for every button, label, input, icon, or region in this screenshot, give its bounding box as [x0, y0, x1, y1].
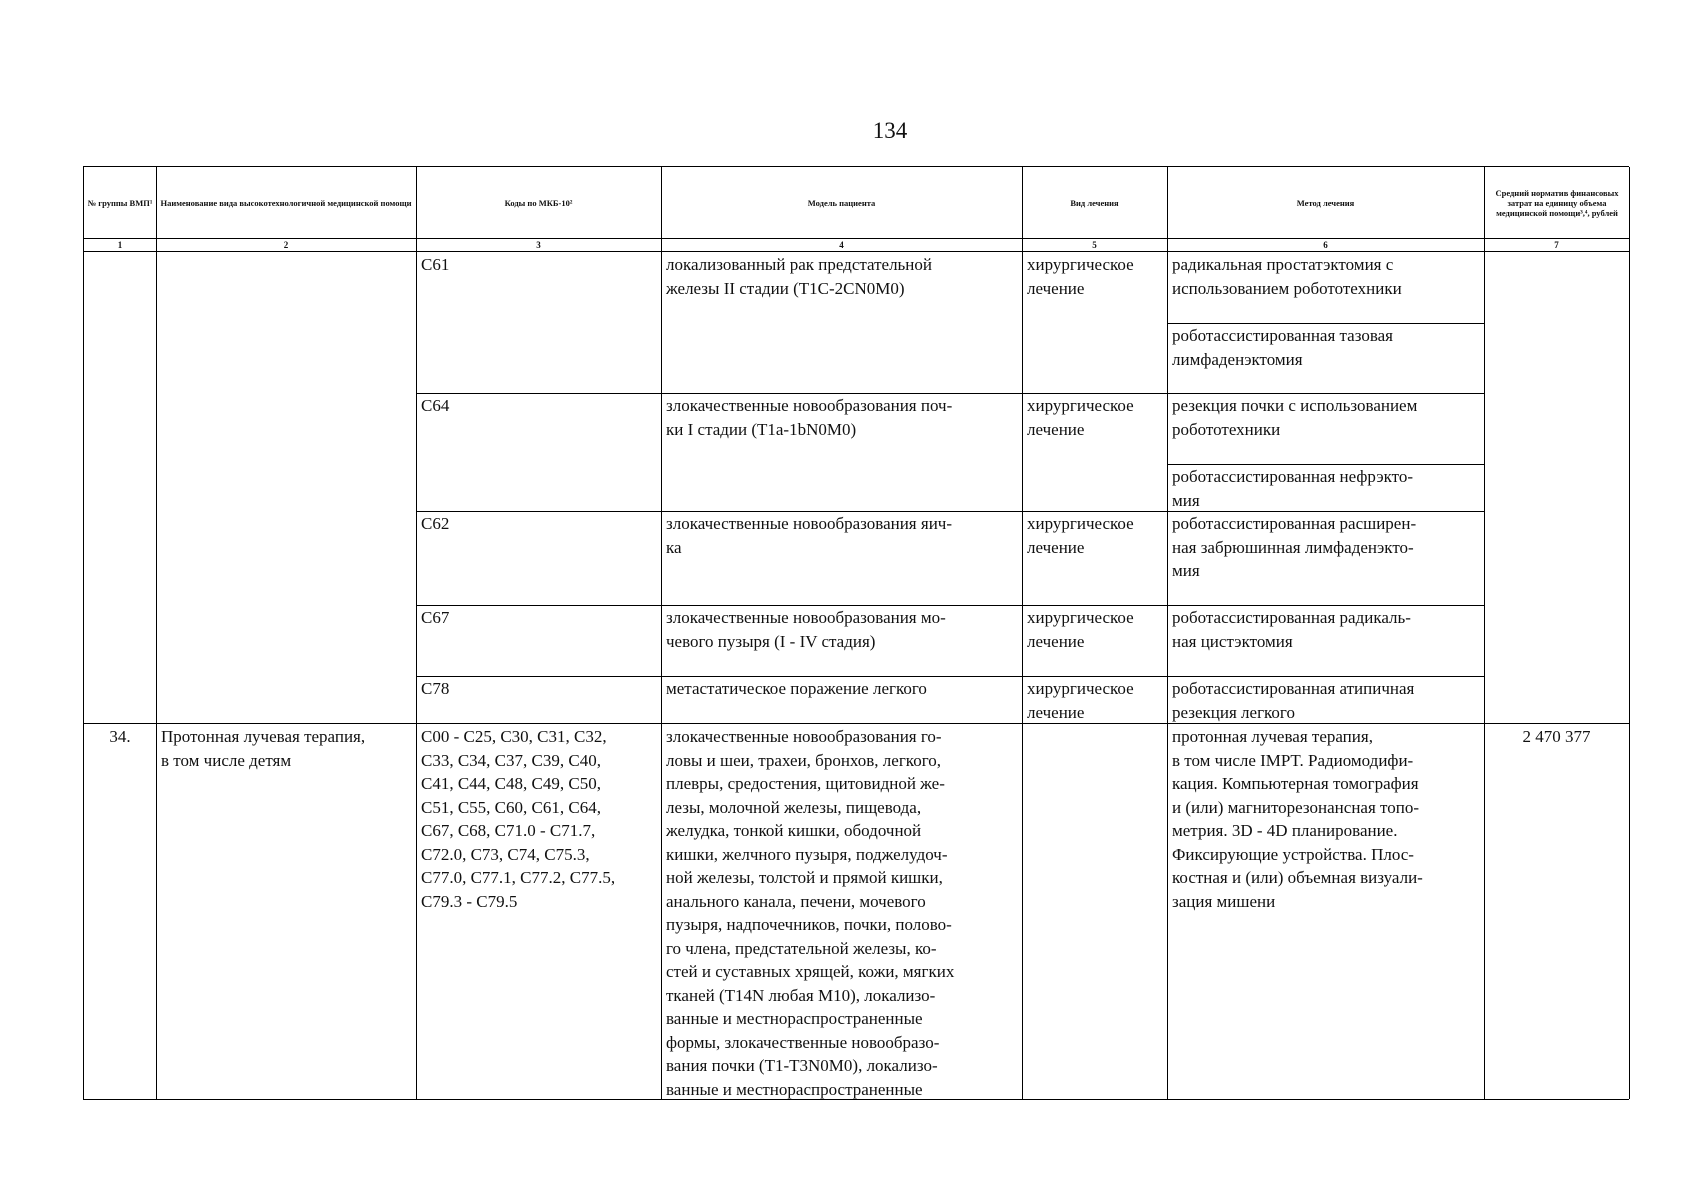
code-c62: C62	[421, 514, 450, 533]
column-divider	[1629, 167, 1630, 1099]
model-c62: злокачественные новообразования яич- ка	[666, 514, 953, 557]
care-name-34: Протонная лучевая терапия, в том числе детям	[161, 727, 366, 770]
page-number: 134	[872, 118, 908, 143]
column-divider	[156, 167, 157, 1099]
column-number: 7	[1554, 240, 1559, 250]
column-divider	[1167, 167, 1168, 1099]
method-c62: роботассистированная расширен- ная забрюшинная лимфаденэкто- мия	[1172, 514, 1417, 580]
model-c67: злокачественные новообразования мо- чевого пузыря (I - IV стадия)	[666, 608, 946, 651]
header-icd-codes: Коды по МКБ-10²	[504, 197, 573, 208]
model-34: злокачественные новообразования го- ловы и шеи, трахеи, бронхов, легкого, плевры, средостения, щитовидной же- лезы, молочной железы, пищевода, желудка, тонкой кишки, ободочной кишки, желчного пузыря, поджелудоч- ной железы, толстой и прямой кишки, анального канала, печени, мочевого пузыря, надпочечников, почки, полово- го члена, предстательной железы, ко- стей и суставных хрящей, кожи, мягких тканей (T14N любая M10), локализо- ванные и местнораспространенные формы, злокачественные новообразо- вания почки (T1-T3N0M0), локализо- ванные и местнораспространенные	[666, 727, 955, 1099]
column-divider	[1484, 167, 1485, 1099]
column-divider	[1022, 167, 1023, 1099]
method-34: протонная лучевая терапия, в том числе IMPT. Радиомодифи- кация. Компьютерная томография и (или) магниторезонансная топо- метрия. 3D - 4D планирование. Фиксирующие устройства. Плос- костная и (или) объемная визуали- зация мишени	[1172, 727, 1423, 911]
column-number: 3	[536, 240, 541, 250]
treatment-c64: хирургическое лечение	[1027, 396, 1134, 439]
group-number-34: 34.	[109, 727, 131, 746]
method-c64-nephrectomy: роботассистированная нефрэкто- мия	[1172, 467, 1414, 510]
header-group-number: № группы ВМП¹	[87, 197, 153, 208]
code-c64: C64	[421, 396, 450, 415]
column-number: 4	[839, 240, 844, 250]
method-c61-lymphadenectomy: роботассистированная тазовая лимфаденэктомия	[1172, 326, 1393, 369]
method-c67: роботассистированная радикаль- ная цистэктомия	[1172, 608, 1411, 651]
code-c78: C78	[421, 679, 450, 698]
model-c61: локализованный рак предстательной железы II стадии (T1C-2CN0M0)	[666, 255, 933, 298]
column-number: 6	[1323, 240, 1328, 250]
treatment-c78: хирургическое лечение	[1027, 679, 1134, 722]
column-number: 5	[1092, 240, 1097, 250]
method-c61-prostatectomy: радикальная простатэктомия с использованием робототехники	[1172, 255, 1402, 298]
header-cost: Средний норматив финансовых затрат на единицу объема медицинской помощи³,⁴, рублей	[1495, 187, 1619, 218]
header-divider	[84, 251, 1629, 252]
treatment-c67: хирургическое лечение	[1027, 608, 1134, 651]
header-patient-model: Модель пациента	[807, 197, 876, 208]
header-care-name: Наименование вида высокотехнологичной медицинской помощи	[160, 197, 412, 208]
column-divider	[416, 167, 417, 1099]
header-treatment-method: Метод лечения	[1296, 197, 1355, 208]
codes-34: C00 - C25, C30, C31, C32, C33, C34, C37, C39, C40, C41, C44, C48, C49, C50, C51, C55, C60, C61, C64, C67, C68, C71.0 - C71.7, C72.0, C73, C74, C75.3, C77.0, C77.1, C77.2, C77.5, C79.3 - C79.5	[421, 727, 616, 911]
column-number: 2	[283, 240, 289, 250]
column-divider	[661, 167, 662, 1099]
method-c64-resection: резекция почки с использованием робототехники	[1172, 396, 1418, 439]
code-c67: C67	[421, 608, 450, 627]
model-c64: злокачественные новообразования поч- ки I стадии (T1a-1bN0M0)	[666, 396, 953, 439]
header-treatment-type: Вид лечения	[1070, 197, 1119, 208]
treatment-c62: хирургическое лечение	[1027, 514, 1134, 557]
column-number: 1	[117, 240, 123, 250]
cost-34: 2 470 377	[1522, 727, 1591, 746]
code-c61: C61	[421, 255, 450, 274]
method-c78: роботассистированная атипичная резекция легкого	[1172, 679, 1415, 722]
vmp-table	[83, 166, 1629, 1100]
model-c78: метастатическое поражение легкого	[666, 679, 927, 698]
treatment-c61: хирургическое лечение	[1027, 255, 1134, 298]
